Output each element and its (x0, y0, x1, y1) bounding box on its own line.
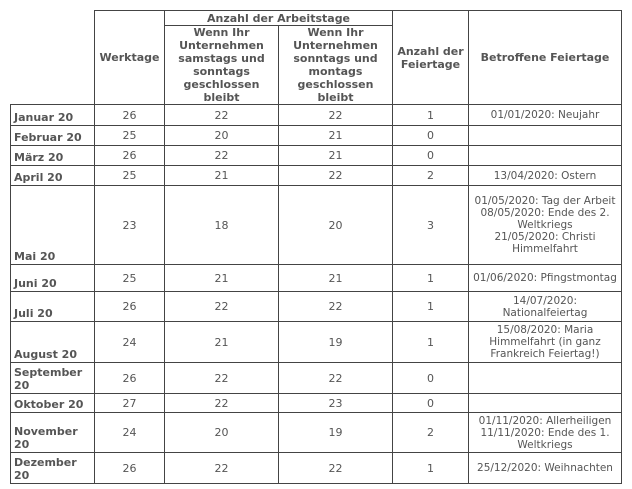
sat-sun-cell: 22 (165, 453, 279, 484)
sat-sun-cell: 21 (165, 265, 279, 292)
holiday-entry: 08/05/2020: Ende des 2. Weltkriegs (480, 207, 610, 231)
sat-sun-cell: 20 (165, 126, 279, 146)
header-werktage: Werktage (95, 11, 165, 105)
werktage-cell: 23 (95, 186, 165, 265)
feiertage-cell: 0 (393, 363, 469, 394)
holidays-cell (469, 166, 622, 186)
sun-mon-cell: 19 (279, 322, 393, 363)
month-cell: Februar 20 (11, 126, 95, 146)
sun-mon-cell: 22 (279, 105, 393, 126)
table-row (11, 166, 622, 186)
werktage-cell: 26 (95, 105, 165, 126)
feiertage-cell: 3 (393, 186, 469, 265)
feiertage-cell: 0 (393, 394, 469, 413)
sat-sun-cell: 21 (165, 166, 279, 186)
sat-sun-cell: 22 (165, 105, 279, 126)
holiday-entry: 14/07/2020: Nationalfeiertag (502, 294, 588, 319)
holiday-entry: 01/01/2020: Neujahr (490, 109, 600, 121)
holidays-cell (469, 394, 622, 413)
table-row (11, 105, 622, 126)
holidays-cell (469, 292, 622, 322)
holiday-entry: 01/05/2020: Tag der Arbeit (474, 195, 616, 207)
feiertage-cell: 1 (393, 292, 469, 322)
month-cell: April 20 (11, 166, 95, 186)
sun-mon-cell: 19 (279, 413, 393, 453)
month-cell: Mai 20 (11, 186, 95, 265)
feiertage-cell: 1 (393, 453, 469, 484)
month-cell: Oktober 20 (11, 394, 95, 413)
header-anzahl-arbeitstage: Anzahl der Arbeitstage (165, 11, 393, 26)
table-row (11, 265, 622, 292)
feiertage-cell: 0 (393, 146, 469, 166)
header-sun-mon-closed: Wenn Ihr Unternehmen sonntags und montags geschlossen bleibt (279, 26, 393, 105)
month-cell: März 20 (11, 146, 95, 166)
month-cell: Juli 20 (11, 292, 95, 322)
holidays-cell (469, 186, 622, 265)
werktage-cell: 26 (95, 363, 165, 394)
header-row-top (11, 11, 622, 26)
werktage-cell: 24 (95, 413, 165, 453)
sun-mon-cell: 23 (279, 394, 393, 413)
holiday-entry: 13/04/2020: Ostern (493, 169, 597, 182)
sun-mon-cell: 20 (279, 186, 393, 265)
sun-mon-cell: 21 (279, 146, 393, 166)
holiday-entry: 01/11/2020: Allerheiligen (478, 414, 612, 427)
month-cell: Juni 20 (11, 265, 95, 292)
month-cell: August 20 (11, 322, 95, 363)
sat-sun-cell: 22 (165, 394, 279, 413)
holidays-cell (469, 363, 622, 394)
month-cell: Dezember 20 (11, 453, 95, 484)
sat-sun-cell: 18 (165, 186, 279, 265)
sun-mon-cell: 21 (279, 265, 393, 292)
werktage-cell: 26 (95, 292, 165, 322)
feiertage-cell: 1 (393, 105, 469, 126)
holidays-cell (469, 413, 622, 453)
holidays-cell (469, 265, 622, 292)
header-betroffene-feiertage: Betroffene Feiertage (469, 11, 622, 105)
werktage-cell: 27 (95, 394, 165, 413)
holiday-entry: 11/11/2020: Ende des 1. Weltkriegs (480, 426, 610, 451)
header-corner (11, 11, 95, 105)
holiday-entry: 21/05/2020: Christi Himmelfahrt (494, 231, 596, 255)
werktage-cell: 24 (95, 322, 165, 363)
werktage-cell: 26 (95, 146, 165, 166)
month-cell: Januar 20 (11, 105, 95, 126)
arbeitstage-table (10, 10, 622, 484)
feiertage-cell: 2 (393, 166, 469, 186)
table-row (11, 126, 622, 146)
feiertage-cell: 2 (393, 413, 469, 453)
sat-sun-cell: 21 (165, 322, 279, 363)
werktage-cell: 25 (95, 265, 165, 292)
sat-sun-cell: 20 (165, 413, 279, 453)
werktage-cell: 25 (95, 166, 165, 186)
holidays-cell (469, 146, 622, 166)
werktage-cell: 26 (95, 453, 165, 484)
holidays-cell (469, 126, 622, 146)
holidays-cell (469, 453, 622, 484)
sun-mon-cell: 22 (279, 453, 393, 484)
header-sat-sun-closed: Wenn Ihr Unternehmen samstags und sonntags geschlossen bleibt (165, 26, 279, 105)
table-row (11, 322, 622, 363)
table-row (11, 394, 622, 413)
werktage-cell: 25 (95, 126, 165, 146)
sun-mon-cell: 22 (279, 292, 393, 322)
table-row (11, 292, 622, 322)
sun-mon-cell: 22 (279, 166, 393, 186)
holiday-entry: 25/12/2020: Weihnachten (477, 462, 613, 474)
month-cell: September 20 (11, 363, 95, 394)
feiertage-cell: 1 (393, 265, 469, 292)
feiertage-cell: 0 (393, 126, 469, 146)
feiertage-cell: 1 (393, 322, 469, 363)
sat-sun-cell: 22 (165, 146, 279, 166)
month-cell: November 20 (11, 413, 95, 453)
table-row (11, 186, 622, 265)
table-row (11, 146, 622, 166)
sat-sun-cell: 22 (165, 363, 279, 394)
holidays-cell (469, 105, 622, 126)
holiday-entry: 15/08/2020: Maria Himmelfahrt (in ganz Frankreich Feiertag!) (489, 324, 601, 360)
sat-sun-cell: 22 (165, 292, 279, 322)
table-row (11, 453, 622, 484)
header-anzahl-feiertage: Anzahl der Feiertage (393, 11, 469, 105)
holidays-cell (469, 322, 622, 363)
sun-mon-cell: 21 (279, 126, 393, 146)
sun-mon-cell: 22 (279, 363, 393, 394)
table-row (11, 413, 622, 453)
holiday-entry: 01/06/2020: Pfingstmontag (473, 272, 617, 284)
table-body (11, 105, 622, 484)
table-row (11, 363, 622, 394)
